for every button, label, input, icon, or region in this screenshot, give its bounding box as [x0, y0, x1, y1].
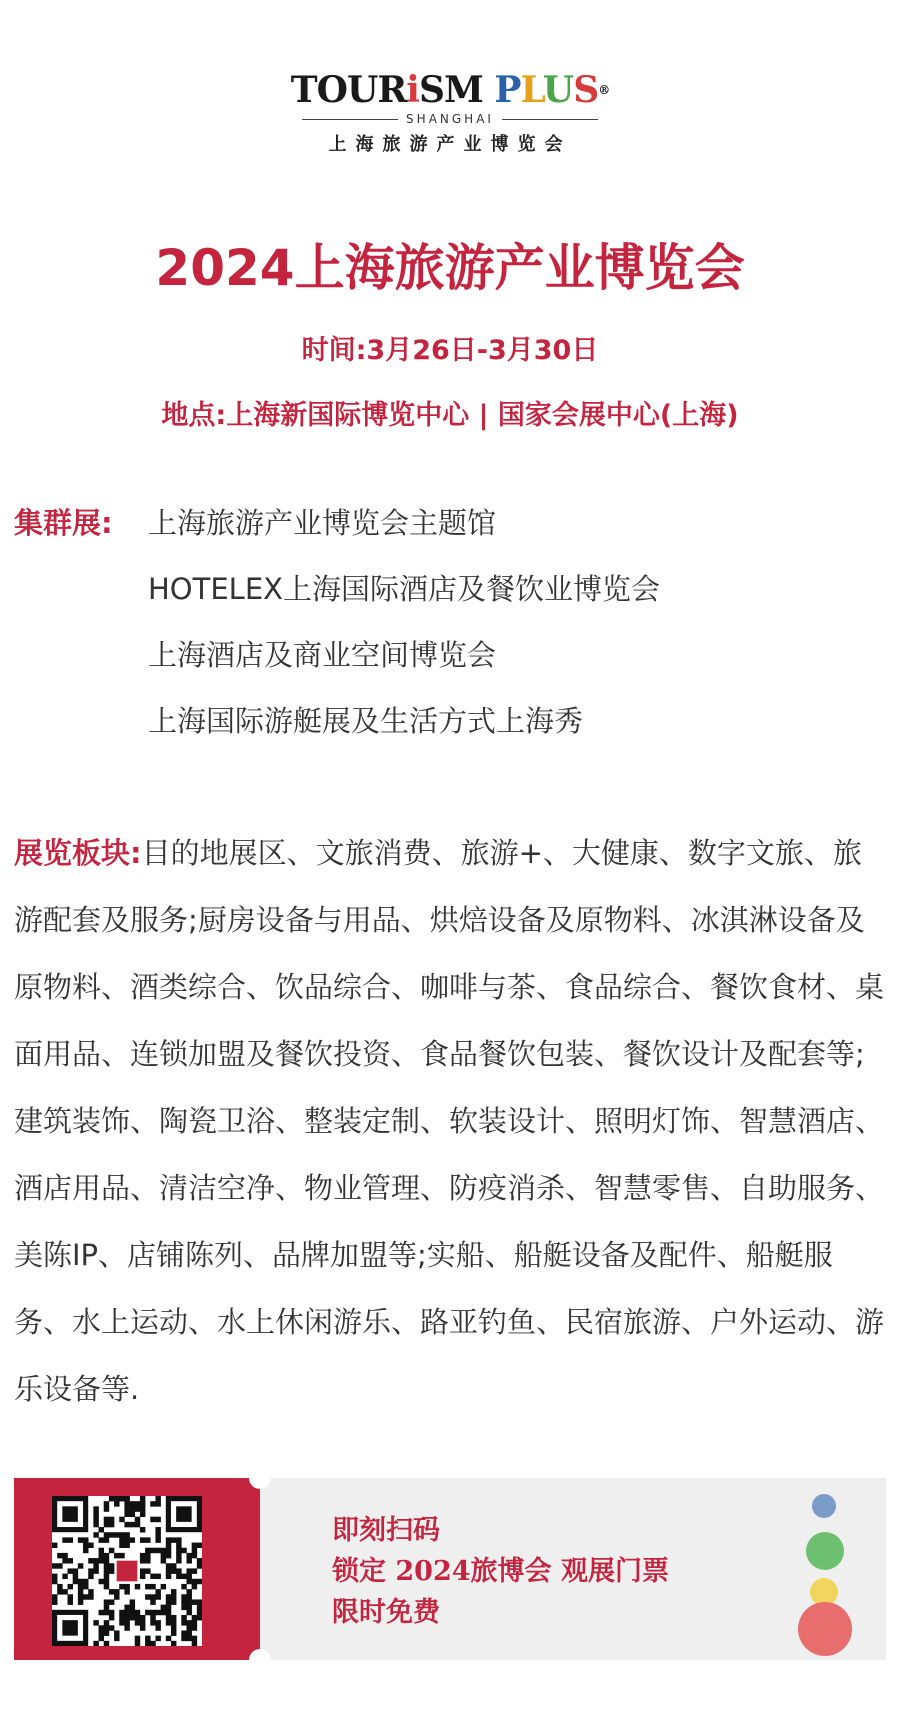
- registered-mark: ®: [598, 83, 610, 97]
- ticket-notch: [249, 1649, 271, 1671]
- event-venue: 地点:上海新国际博览中心 | 国家会展中心(上海): [161, 400, 739, 431]
- cluster-label: 集群展:: [14, 506, 113, 540]
- logo-plus-u: U: [542, 69, 574, 111]
- ticket-line: 限时免费: [332, 1597, 440, 1628]
- ticket-stub: [14, 1478, 260, 1660]
- logo: [0, 70, 900, 156]
- logo-tour: TOUR: [290, 69, 407, 111]
- ticket-text: [332, 1510, 669, 1633]
- divider: [302, 119, 398, 120]
- decorative-dot-blue: [812, 1494, 836, 1518]
- list-item: 上海旅游产业博览会主题馆: [148, 506, 497, 540]
- decorative-dot-red: [798, 1602, 852, 1656]
- ticket-line: 即刻扫码: [332, 1515, 440, 1546]
- qr-code-image: [52, 1496, 202, 1646]
- logo-plus-s: S: [573, 69, 599, 111]
- divider: [502, 119, 598, 120]
- event-time: 时间:3月26日-3月30日: [301, 335, 599, 366]
- logo-wordmark: [0, 70, 900, 110]
- qr-code[interactable]: [52, 1496, 202, 1646]
- logo-sm: SM: [418, 69, 483, 111]
- list-item: 上海国际游艇展及生活方式上海秀: [148, 704, 584, 738]
- sectors-section: [14, 820, 886, 1423]
- ticket-line: 锁定 2024旅博会 观展门票: [332, 1556, 669, 1587]
- decorative-dot-green: [806, 1532, 844, 1570]
- logo-plus-p: P: [494, 69, 521, 111]
- ticket-banner[interactable]: [14, 1478, 886, 1660]
- sectors-text: 目的地展区、文旅消费、旅游+、大健康、数字文旅、旅游配套及服务;厨房设备与用品、烘焙设备及原物料、冰淇淋设备及原物料、酒类综合、饮品综合、咖啡与茶、食品综合、餐饮食材、桌面用品、连锁加盟及餐饮投资、食品餐饮包装、餐饮设计及配套等;建筑装饰、陶瓷卫浴、整装定制、软装设计、照明灯饰、智慧酒店、酒店用品、清洁空净、物业管理、防疫消杀、智慧零售、自助服务、美陈IP、店铺陈列、品牌加盟等;实船、船艇设备及配件、船艇服务、水上运动、水上休闲游乐、路亚钓鱼、民宿旅游、户外运动、游乐设备等.: [14, 836, 885, 1406]
- logo-subtitle-row: [0, 112, 900, 126]
- logo-chinese-name: 上海旅游产业博览会: [328, 134, 572, 155]
- ticket-notch: [249, 1467, 271, 1489]
- logo-subtitle: SHANGHAI: [406, 112, 494, 126]
- sectors-label: 展览板块:: [14, 836, 142, 870]
- list-item: 上海酒店及商业空间博览会: [148, 638, 497, 672]
- cluster-list: [148, 505, 660, 769]
- list-item: HOTELEX上海国际酒店及餐饮业博览会: [148, 572, 661, 606]
- logo-plus-l: L: [520, 69, 543, 111]
- page-title: 2024上海旅游产业博览会: [155, 239, 745, 297]
- logo-i: i: [406, 69, 419, 111]
